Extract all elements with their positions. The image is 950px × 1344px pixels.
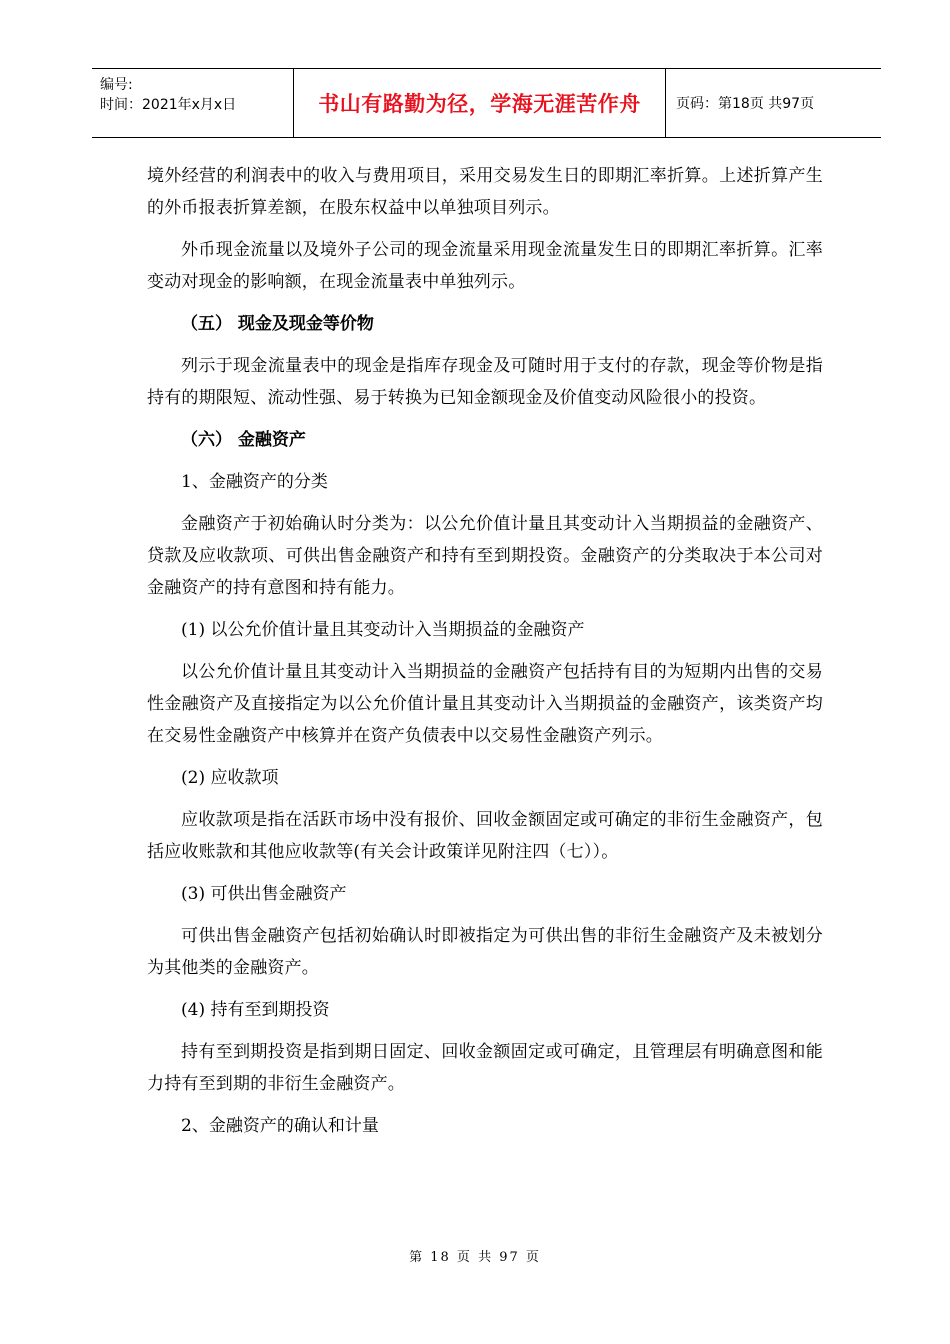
paragraph: 可供出售金融资产包括初始确认时即被指定为可供出售的非衍生金融资产及未被划分为其他类的金融资产。 [147,926,823,978]
paragraph: 金融资产于初始确认时分类为：以公允价值计量且其变动计入当期损益的金融资产、贷款及应收款项、可供出售金融资产和持有至到期投资。金融资产的分类取决于本公司对金融资产的持有意图和持有能力。 [147,514,823,598]
number-label: 编号: [100,77,133,93]
header-page-info: 页码：第18页 共97页 [676,96,815,112]
section-heading: （五） 现金及现金等价物 [181,314,374,334]
item-heading: (1) 以公允价值计量且其变动计入当期损益的金融资产 [181,620,585,640]
section-heading: （六） 金融资产 [181,430,306,450]
paragraph: 列示于现金流量表中的现金是指库存现金及可随时用于支付的存款，现金等价物是指持有的期限短、流动性强、易于转换为已知金额现金及价值变动风险很小的投资。 [147,356,823,408]
subsection-heading: 1、金融资产的分类 [181,472,328,492]
paragraph: 持有至到期投资是指到期日固定、回收金额固定或可确定，且管理层有明确意图和能力持有至到期的非衍生金融资产。 [147,1042,823,1094]
paragraph: 应收款项是指在活跃市场中没有报价、回收金额固定或可确定的非衍生金融资产，包括应收账款和其他应收款等(有关会计政策详见附注四（七））。 [147,810,823,862]
paragraph: 境外经营的利润表中的收入与费用项目，采用交易发生日的即期汇率折算。上述折算产生的外币报表折算差额，在股东权益中以单独项目列示。 [147,166,823,218]
header-motto: 书山有路勤为径，学海无涯苦作舟 [293,69,666,137]
paragraph: 以公允价值计量且其变动计入当期损益的金融资产包括持有目的为短期内出售的交易性金融资产及直接指定为以公允价值计量且其变动计入当期损益的金融资产，该类资产均在交易性金融资产中核算并在资产负债表中以交易性金融资产列示。 [147,662,823,746]
paragraph: 外币现金流量以及境外子公司的现金流量采用现金流量发生日的即期汇率折算。汇率变动对现金的影响额，在现金流量表中单独列示。 [147,240,823,292]
document-body [147,160,823,1152]
page-footer: 第 18 页 共 97 页 [409,1250,541,1265]
header-meta [92,69,293,137]
item-heading: (2) 应收款项 [181,768,279,788]
item-heading: (4) 持有至到期投资 [181,1000,330,1020]
subsection-heading: 2、金融资产的确认和计量 [181,1116,379,1136]
time-label: 时间：2021年x月x日 [100,97,237,113]
page-header [92,68,881,138]
item-heading: (3) 可供出售金融资产 [181,884,347,904]
